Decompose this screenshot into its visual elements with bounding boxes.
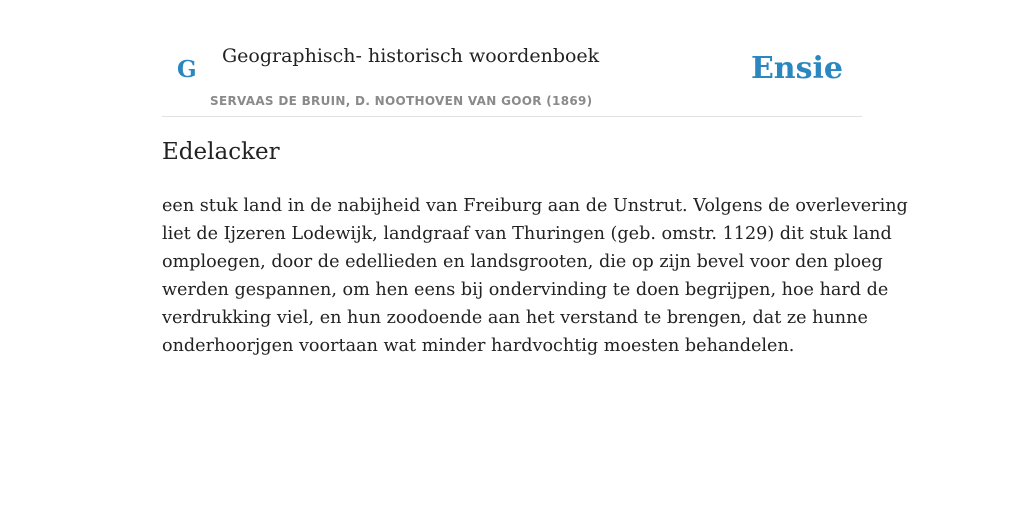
entry-text-line: een stuk land in de nabijheid van Freiburg aan de Unstrut. Volgens de overlevering xyxy=(162,196,908,216)
entry-title: Edelacker xyxy=(162,139,280,165)
book-title[interactable]: Geographisch- historisch woordenboek xyxy=(222,45,600,67)
entry-text-line: verdrukking viel, en hun zoodoende aan het verstand te brengen, dat ze hunne xyxy=(162,308,868,328)
book-header xyxy=(162,0,862,117)
entry-body xyxy=(162,192,908,360)
ensie-logo[interactable]: Ensie xyxy=(750,51,843,86)
page xyxy=(162,0,908,356)
book-letter-icon: G xyxy=(177,56,197,83)
entry-text-line: werden gespannen, om hen eens bij ondervinding te doen begrijpen, hoe hard de xyxy=(162,280,889,300)
entry-text-line: liet de Ijzeren Lodewijk, landgraaf van Thuringen (geb. omstr. 1129) dit stuk land xyxy=(162,224,892,244)
entry-text-line: omploegen, door de edellieden en landsgrooten, die op zijn bevel voor den ploeg xyxy=(162,252,883,272)
book-author: SERVAAS DE BRUIN, D. NOOTHOVEN VAN GOOR (1869) xyxy=(210,94,593,108)
entry-text-line: onderhoorjgen voortaan wat minder hardvochtig moesten behandelen. xyxy=(162,336,795,356)
